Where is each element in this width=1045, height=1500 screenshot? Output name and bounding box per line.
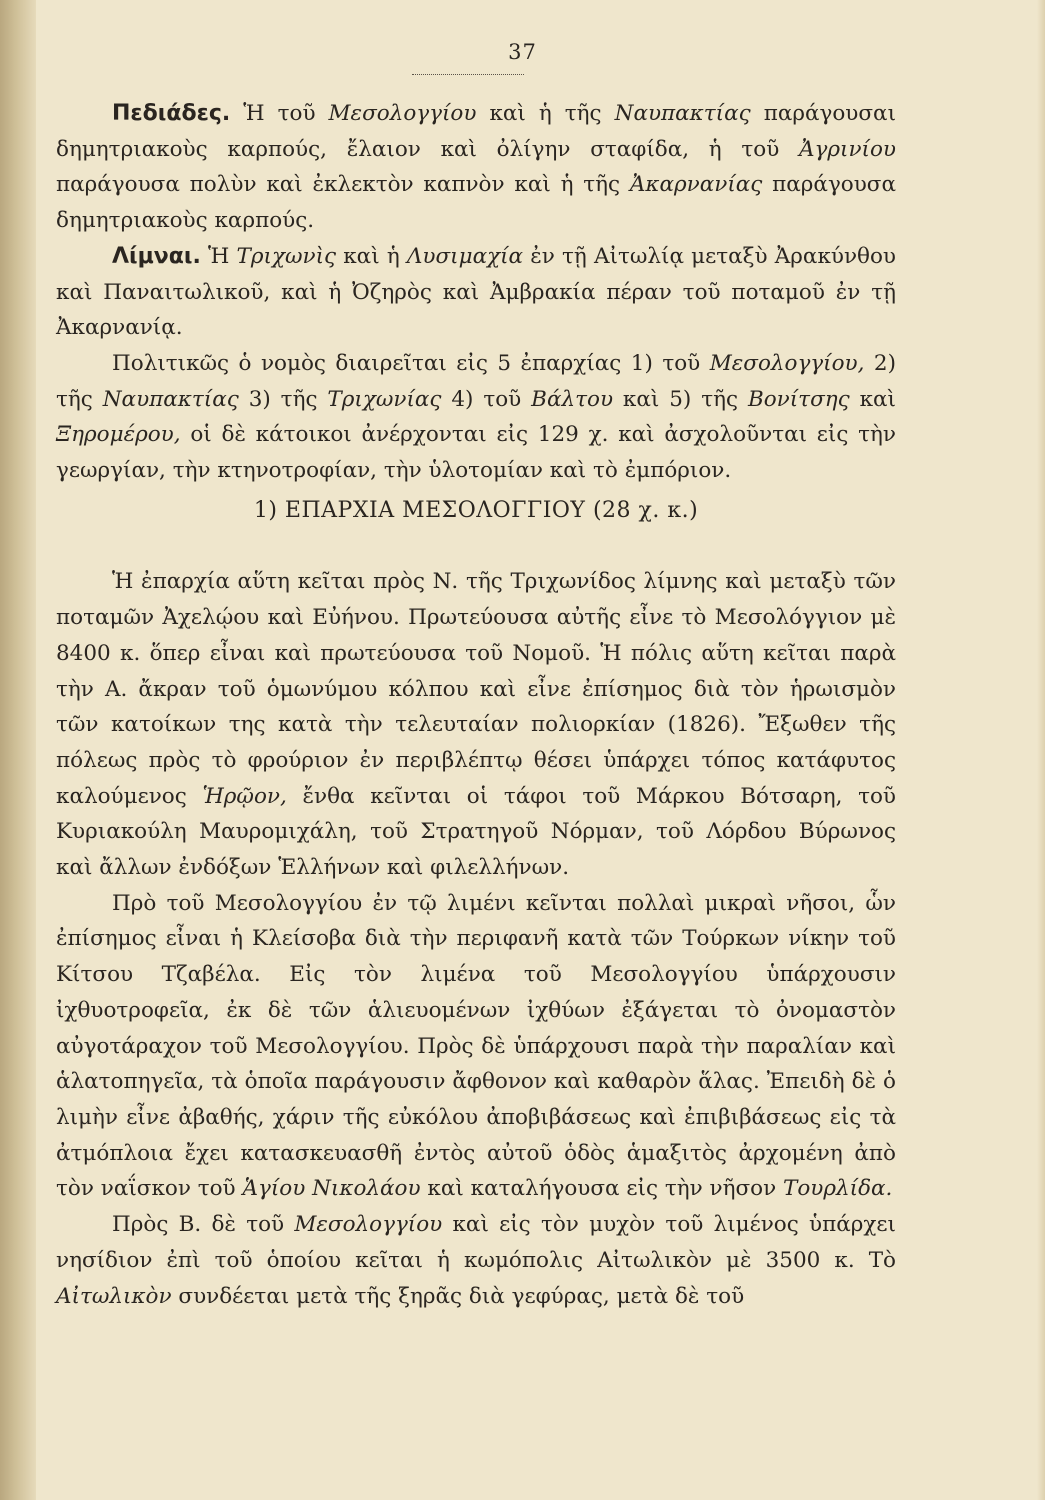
paragraph-plains bbox=[56, 96, 896, 239]
text-run: 2) τῆς bbox=[56, 350, 896, 412]
text-run: Ἡ ἐπαρχία αὕτη κεῖται πρὸς Ν. τῆς Τριχωνίδος λίμνης καὶ μεταξὺ τῶν ποταμῶν Ἀχελῴου καὶ Εὐήνου. Πρωτεύουσα αὐτῆς εἶνε τὸ Μεσολόγγιον μὲ 8400 κ. ὅπερ εἶναι καὶ πρωτεύουσα τοῦ Νομοῦ. Ἡ πόλις αὕτη κεῖται παρὰ τὴν Α. ἄκραν τοῦ ὁμωνύμου κόλπου καὶ εἶνε ἐπίσημος διὰ τὸν ἡρωισμὸν τῶν κατοίκων της κατὰ τὴν τελευταίαν πολιορκίαν (1826). Ἔξωθεν τῆς πόλεως πρὸς τὸ φρούριον ἐν περιβλέπτῳ θέσει ὑπάρχει τόπος κατάφυτος καλούμενος bbox=[56, 569, 896, 809]
italic-run: Μεσολογγίου, bbox=[709, 350, 865, 376]
text-run: 3) τῆς bbox=[238, 386, 328, 412]
text-run: καὶ bbox=[849, 386, 896, 412]
italic-run: Αἰτωλικὸν bbox=[56, 1283, 172, 1309]
text-run: καὶ εἰς τὸν μυχὸν τοῦ λιμένος ὑπάρχει νησίδιον ἐπὶ τοῦ ὁποίου κεῖται ἡ κωμόπολις Αἰτωλικὸν μὲ 3500 κ. Τὸ bbox=[56, 1212, 896, 1273]
italic-run: Ἀκαρνανίας bbox=[629, 172, 763, 198]
page-body bbox=[56, 96, 896, 1314]
italic-run: Τουρλίδα. bbox=[783, 1176, 893, 1202]
italic-run: Ἡρῷον, bbox=[202, 783, 287, 809]
scan-binding-edge bbox=[0, 0, 36, 1500]
section-title: 1) ΕΠΑΡΧΙΑ ΜΕΣΟΛΟΓΓΙΟΥ (28 χ. κ.) bbox=[253, 497, 699, 523]
text-run: Πρὸ τοῦ Μεσολογγίου ἐν τῷ λιμένι κεῖνται πολλαὶ μικραὶ νῆσοι, ὧν ἐπίσημος εἶναι ἡ Κλείσοβα διὰ τὴν περιφανῆ κατὰ τῶν Τούρκων νίκην τοῦ Κίτσου Τζαβέλα. Εἰς τὸν λιμένα τοῦ Μεσολογγίου ὑπάρχουσιν ἰχθυοτροφεῖα, ἐκ δὲ τῶν ἁλιευομένων ἰχθύων ἐξάγεται τὸ ὀνομαστὸν αὐγοτάραχον τοῦ Μεσολογγίου. Πρὸς δὲ ὑπάρχουσι παρὰ τὴν παραλίαν καὶ ἁλατοπηγεῖα, τὰ ὁποῖα παράγουσιν ἄφθονον καὶ καθαρὸν ἅλας. Ἐπειδὴ δὲ ὁ λιμὴν εἶνε ἀβαθής, χάριν τῆς εὐκόλου ἀποβιβάσεως καὶ ἐπιβιβάσεως εἰς τὰ ἀτμόπλοια ἔχει κατασκευασθῆ ἐντὸς αὐτοῦ ὁδὸς ἁμαξιτὸς ἀρχομένη ἀπὸ τὸν ναΐσκον τοῦ bbox=[56, 890, 896, 1202]
italic-run: Βονίτσης bbox=[747, 386, 850, 412]
text-run: καὶ 5) τῆς bbox=[613, 386, 748, 412]
text-run: συνδέεται μετὰ τῆς ξηρᾶς διὰ γεφύρας, μετὰ δὲ τοῦ bbox=[171, 1283, 745, 1309]
heading-lakes: Λίμναι. bbox=[112, 243, 201, 269]
text-run: ἔνθα κεῖνται οἱ τάφοι τοῦ Μάρκου Βότσαρη, τοῦ Κυριακούλη Μαυρομιχάλη, τοῦ Στρατηγοῦ Νόρμαν, τοῦ Λόρδου Βύρωνος καὶ ἄλλων ἐνδόξων Ἑλλήνων καὶ φιλελλήνων. bbox=[56, 783, 896, 881]
italic-run: Μεσολογγίου bbox=[328, 101, 477, 126]
text-run: καὶ ἡ τῆς bbox=[476, 101, 615, 126]
italic-run: Ναυπακτίας bbox=[102, 386, 239, 412]
scan-right-edge bbox=[1037, 0, 1045, 1500]
page-number: 37 bbox=[508, 40, 537, 64]
paragraph-aitolikon bbox=[56, 1207, 896, 1314]
italic-run: Ξηρομέρου, bbox=[56, 422, 181, 448]
text-run: οἱ δὲ κάτοικοι ἀνέρχονται εἰς 129 χ. καὶ ἀσχολοῦνται εἰς τὴν γεωργίαν, τὴν κτηνοτροφίαν, τὴν ὑλοτομίαν καὶ τὸ ἐμπόριον. bbox=[56, 422, 896, 484]
italic-run: Ἁγίου Νικολάου bbox=[242, 1176, 421, 1202]
text-run: Ἡ τοῦ bbox=[230, 101, 329, 126]
text-run: ἐν τῇ Αἰτωλίᾳ μεταξὺ Ἀρακύνθου καὶ Παναιτωλικοῦ, καὶ ἡ Ὀζηρὸς καὶ Ἀμβρακία πέραν τοῦ ποταμοῦ ἐν τῇ Ἀκαρνανίᾳ. bbox=[56, 243, 896, 341]
italic-run: Βάλτου bbox=[531, 386, 614, 412]
italic-run: Τριχωνίας bbox=[327, 386, 442, 412]
paragraph-provinces bbox=[56, 346, 896, 489]
heading-plains: Πεδιάδες. bbox=[112, 101, 231, 126]
text-run: Πρὸς Β. δὲ τοῦ bbox=[112, 1212, 295, 1238]
text-run: παράγουσα πολὺν καὶ ἐκλεκτὸν καπνὸν καὶ ἡ τῆς bbox=[56, 172, 630, 198]
paragraph-lakes bbox=[56, 239, 896, 346]
italic-run: Ναυπακτίας bbox=[614, 101, 751, 126]
text-run: 4) τοῦ bbox=[441, 386, 532, 412]
text-run: Ἡ bbox=[200, 243, 237, 269]
paragraph-islands bbox=[56, 886, 896, 1207]
page-number-rule bbox=[412, 74, 524, 75]
text-run: καὶ καταλήγουσα εἰς τὴν νῆσον bbox=[420, 1176, 784, 1202]
italic-run: Μεσολογγίου bbox=[294, 1212, 443, 1238]
italic-run: Ἀγρινίου bbox=[799, 136, 896, 162]
paragraph-province-description bbox=[56, 564, 896, 885]
text-run: παράγουσαι δημητριακοὺς καρπούς, ἔλαιον καὶ ὀλίγην σταφίδα, ἡ τοῦ bbox=[56, 101, 896, 162]
italic-run: Λυσιμαχία bbox=[406, 243, 524, 269]
italic-run: Τριχωνὶς bbox=[236, 243, 337, 269]
text-run: καὶ ἡ bbox=[336, 243, 407, 269]
text-run: Πολιτικῶς ὁ νομὸς διαιρεῖται εἰς 5 ἐπαρχίας 1) τοῦ bbox=[112, 350, 710, 376]
text-run: παράγουσα δημητριακοὺς καρπούς. bbox=[56, 172, 897, 234]
